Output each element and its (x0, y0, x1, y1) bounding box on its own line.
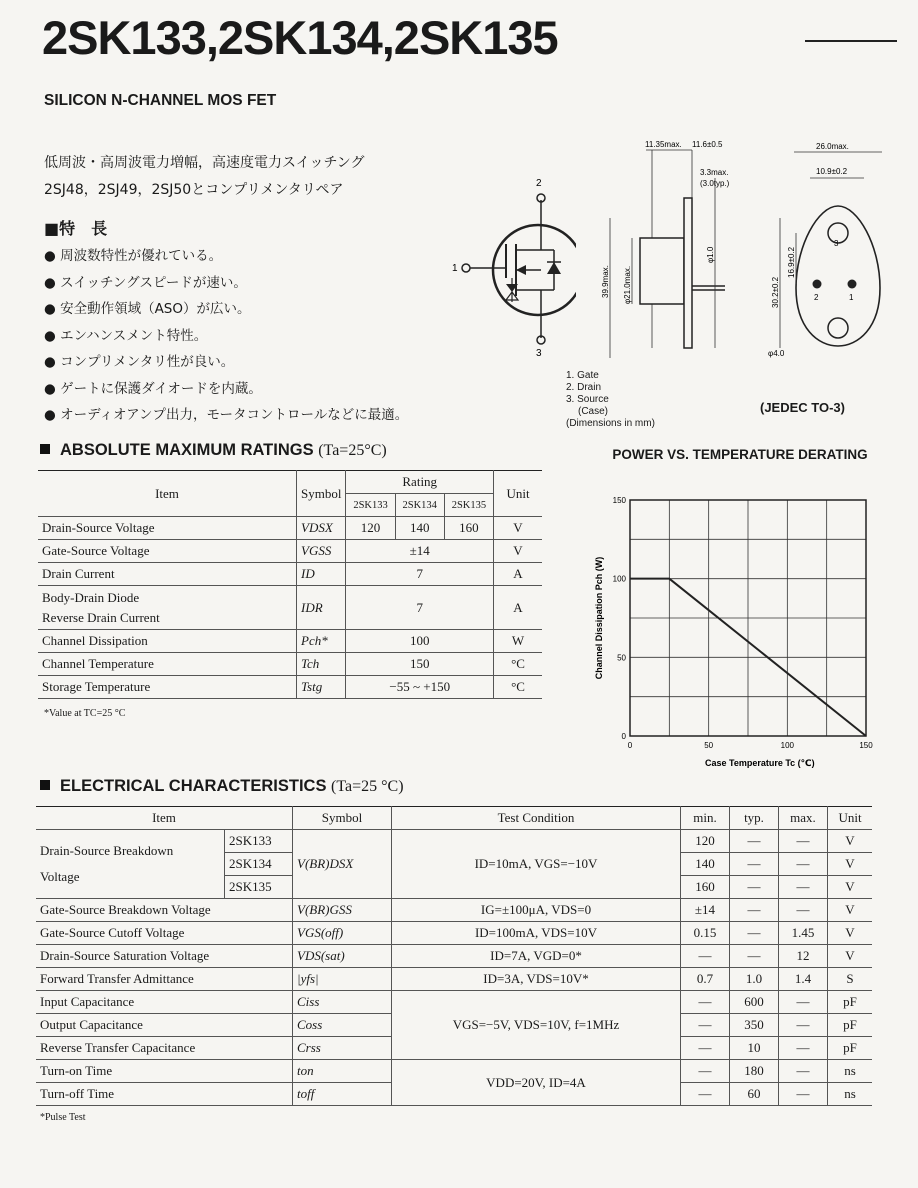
dim-label: 11.6±0.5 (692, 140, 723, 149)
dim-label: 11.35max. (645, 140, 682, 149)
table-row: Turn-on Time ton VDD=20V, ID=4A — 180 — ns (36, 1060, 872, 1083)
col-part: 2SK134 (395, 494, 444, 517)
dim-label: 16.9±0.2 (787, 246, 796, 278)
table-row: Input Capacitance Ciss VGS=−5V, VDS=10V, f=1MHz — 600 — pF (36, 991, 872, 1014)
table-row: Drain-Source Saturation Voltage VDS(sat) ID=7A, VGD=0* — — 12 V (36, 945, 872, 968)
table-row: Turn-off Time toff — 60 — ns (36, 1083, 872, 1106)
x-tick-label: 0 (627, 741, 633, 750)
features-heading: ■特 長 (44, 219, 108, 238)
table-row: Gate-Source Cutoff Voltage VGS(off) ID=100mA, VDS=10V 0.15 — 1.45 V (36, 922, 872, 945)
table-row: Gate-Source Voltage VGSS ±14 V (38, 540, 542, 563)
feature-item: ● 周波数特性が優れている。 (44, 248, 223, 264)
hole-label: 2 (814, 293, 819, 302)
dim-label: (3.0typ.) (700, 179, 730, 188)
col-unit: Unit (494, 471, 543, 517)
dim-label: φ4.0 (768, 349, 785, 358)
col-unit: Unit (828, 807, 873, 830)
feature-item: ● オーディオアンプ出力，モータコントロールなどに最適。 (44, 407, 409, 423)
table-row: Channel Dissipation Pch* 100 W (38, 630, 542, 653)
dim-label: 30.2±0.2 (771, 276, 780, 308)
pin-2-label: 2 (536, 178, 542, 189)
col-min: min. (681, 807, 730, 830)
table-row: Drain Current ID 7 A (38, 563, 542, 586)
dim-label: φ21.0max. (623, 265, 632, 304)
feature-item: ● コンプリメンタリ性が良い。 (44, 354, 235, 370)
description-line-2: 2SJ48，2SJ49，2SJ50とコンプリメンタリペア (44, 182, 344, 198)
hole-label: 3 (834, 239, 839, 248)
package-top-view (760, 138, 896, 368)
pin-1-label: 1 (452, 263, 458, 274)
chart-grid (630, 500, 866, 736)
elec-heading: ELECTRICAL CHARACTERISTICS (Ta=25 °C) (40, 777, 404, 796)
feature-item: ● エンハンスメント特性。 (44, 327, 208, 344)
col-symbol: Symbol (293, 807, 392, 830)
table-row: 2SK134 140 — — V (36, 853, 872, 876)
y-tick-label: 0 (621, 732, 626, 741)
table-row: Storage Temperature Tstg −55 ~ +150 °C (38, 676, 542, 699)
mosfet-symbol-icon (446, 178, 576, 358)
dim-label: 10.9±0.2 (816, 167, 848, 176)
title-rule (805, 40, 897, 42)
dim-label: φ1.0 (706, 246, 715, 263)
table-row: Forward Transfer Admittance |yfs| ID=3A, VDS=10V* 0.7 1.0 1.4 S (36, 968, 872, 991)
x-tick-label: 50 (704, 741, 714, 750)
feature-item: ● スイッチングスピードが速い。 (44, 274, 247, 291)
col-item: Item (36, 807, 293, 830)
table-row: Drain-Source Voltage VDSX 120 140 160 V (38, 517, 542, 540)
dim-label: 39.9max. (601, 265, 610, 298)
pin-legend: 1. Gate 2. Drain 3. Source (Case) (Dimensions in mm) (566, 370, 655, 429)
dim-label: 3.3max. (700, 168, 729, 177)
description-line-1: 低周波・高周波電力増幅，高速度電力スイッチング (44, 155, 365, 171)
hole-label: 1 (849, 293, 854, 302)
table-row: Output Capacitance Coss — 350 — pF (36, 1014, 872, 1037)
section-bullet-icon (40, 444, 50, 454)
elec-table (36, 806, 872, 1106)
x-tick-label: 100 (780, 741, 795, 750)
pin-3-label: 3 (536, 348, 542, 358)
col-item: Item (38, 471, 297, 517)
derating-chart (590, 490, 880, 775)
col-rating: Rating (346, 471, 494, 494)
col-part: 2SK133 (346, 494, 395, 517)
abs-max-table (38, 470, 542, 699)
x-axis-label: Case Temperature Tc (℃) (704, 758, 815, 768)
col-symbol: Symbol (297, 471, 346, 517)
feature-item: ● 安全動作領域（ASO）が広い。 (44, 301, 251, 317)
elec-footnote: *Pulse Test (40, 1112, 86, 1123)
y-axis-label: Channel Dissipation Pch (W) (594, 556, 604, 680)
package-side-view (590, 138, 750, 368)
table-row: 2SK135 160 — — V (36, 876, 872, 899)
page-title: 2SK133,2SK134,2SK135 (42, 11, 558, 64)
col-typ: typ. (730, 807, 779, 830)
chart-ticks (613, 496, 874, 750)
x-tick-label: 150 (859, 741, 873, 750)
col-max: max. (779, 807, 828, 830)
col-part: 2SK135 (444, 494, 493, 517)
features-list (44, 244, 408, 430)
table-row: Drain-Source Breakdown Voltage 2SK133 V(BR)DSX ID=10mA, VGS=−10V 120 — — V (36, 830, 872, 853)
y-tick-label: 50 (617, 653, 626, 663)
table-row: Gate-Source Breakdown Voltage V(BR)GSS IG=±100μA, VDS=0 ±14 — — V (36, 899, 872, 922)
abs-max-footnote: *Value at TC=25 °C (44, 708, 126, 719)
chart-title: POWER VS. TEMPERATURE DERATING (612, 447, 868, 462)
table-row: Channel Temperature Tch 150 °C (38, 653, 542, 676)
abs-max-heading: ABSOLUTE MAXIMUM RATINGS (Ta=25°C) (40, 441, 387, 460)
col-test: Test Condition (392, 807, 681, 830)
y-tick-label: 100 (612, 574, 626, 584)
dim-label: 26.0max. (816, 142, 849, 151)
section-bullet-icon (40, 780, 50, 790)
table-row: Reverse Transfer Capacitance Crss — 10 — pF (36, 1037, 872, 1060)
table-row: Body-Drain Diode Reverse Drain Current IDR 7 A (38, 586, 542, 630)
feature-item: ● ゲートに保護ダイオードを内蔵。 (44, 380, 262, 397)
page-subtitle: SILICON N-CHANNEL MOS FET (44, 92, 277, 109)
y-tick-label: 150 (612, 496, 626, 505)
jedec-label: (JEDEC TO-3) (760, 400, 845, 415)
